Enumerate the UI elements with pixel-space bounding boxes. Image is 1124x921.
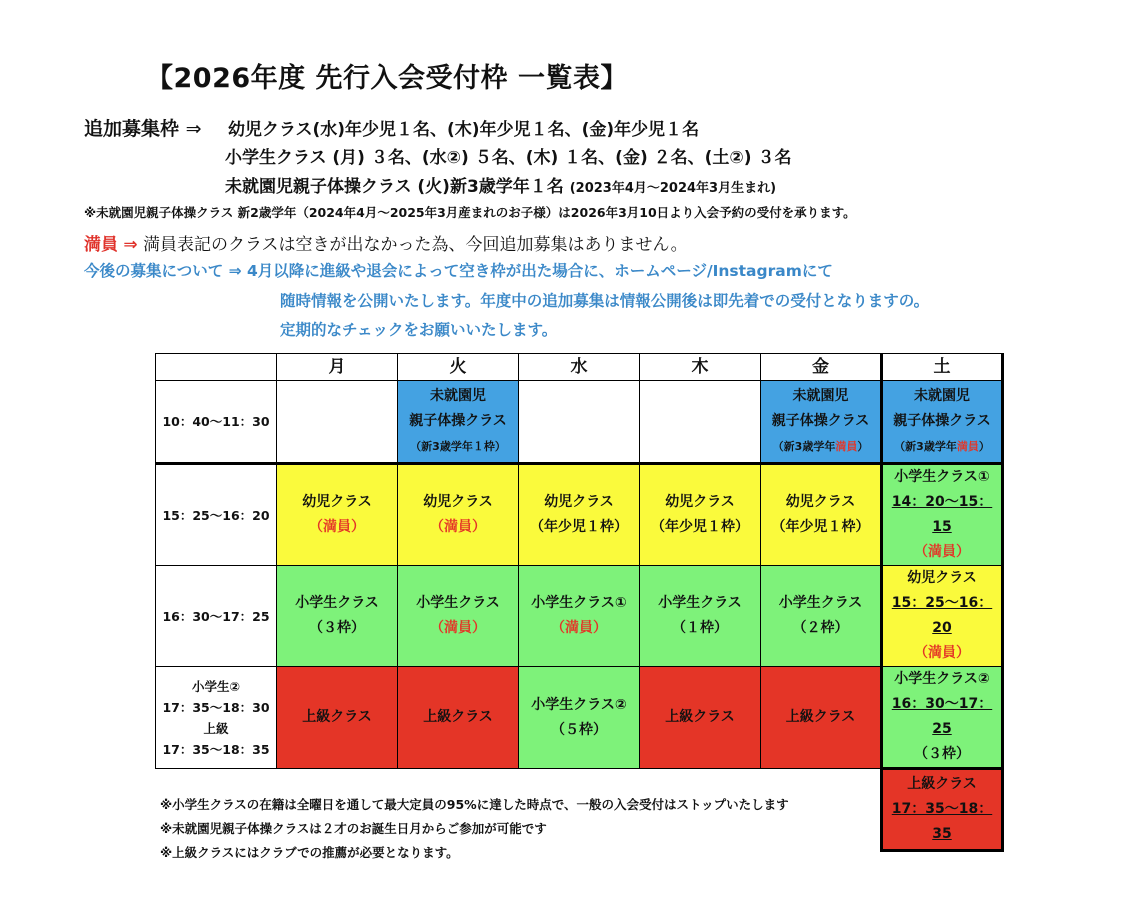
time-cell <box>156 667 277 769</box>
arrow-icon: ⇒ <box>185 118 202 140</box>
class-cell-yoji-fri <box>761 464 882 566</box>
class-name: 幼児クラス <box>907 570 977 586</box>
class-cell-shogaku2-sat <box>882 667 1003 769</box>
class-name: 小学生クラス② <box>894 671 990 687</box>
additional-line-3 <box>225 172 776 197</box>
future-text-2: 随時情報を公開いたします。年度中の追加募集は情報公開後は即先着での受付となりますの。 <box>280 292 930 310</box>
class-name: 幼児クラス <box>785 494 856 510</box>
day-header-mon: 月 <box>277 354 398 381</box>
time-cell: 15：25～16：20 <box>156 464 277 566</box>
full-label: 満員 <box>84 235 118 255</box>
class-cell-yoji-wed <box>519 464 640 566</box>
additional-label: 追加募集枠 <box>84 118 180 140</box>
day-header-sat: 土 <box>882 354 1003 381</box>
row-1630 <box>156 566 1003 667</box>
class-cell-shogaku1-wed <box>519 566 640 667</box>
row-1525 <box>156 464 1003 566</box>
full-mark: （満員） <box>309 519 365 535</box>
class-cell-yoji-tue <box>398 464 519 566</box>
class-cell-joukyu-fri <box>761 667 882 769</box>
class-cell-shogaku-fri <box>761 566 882 667</box>
class-cell-empty <box>519 381 640 464</box>
infant-notice: ※未就園児親子体操クラス 新2歳学年（2024年4月～2025年3月産まれのお子様）は2026年3月10日より入会予約の受付を承ります。 <box>84 205 856 220</box>
arrow-icon: ⇒ <box>123 235 138 255</box>
page-title: 【2026年度 先行入会受付枠 一覧表】 <box>146 63 628 94</box>
class-name: 小学生クラス <box>295 595 379 611</box>
class-name: 上級クラス <box>665 709 735 725</box>
full-text: 満員表記のクラスは空きが出なかった為、今回追加募集はありません。 <box>143 235 688 255</box>
time-cell: 16：30～17：25 <box>156 566 277 667</box>
header-row <box>156 354 1003 381</box>
full-mark: 満員 <box>835 440 858 453</box>
class-cell-yoji-mon <box>277 464 398 566</box>
additional-line-1: 幼児クラス(水)年少児１名、(木)年少児１名、(金)年少児１名 <box>228 120 700 140</box>
class-cell-shogaku-mon <box>277 566 398 667</box>
additional-heading <box>84 114 202 141</box>
class-name: 小学生クラス <box>416 595 500 611</box>
footer-note-1: ※小学生クラスの在籍は全曜日を通して最大定員の95%に達した時点で、一般の入会受付はストップいたします <box>160 797 789 812</box>
future-label: 今後の募集について ⇒ <box>84 262 242 280</box>
time-label: 17：35～18：30 <box>162 699 270 715</box>
class-cell-empty <box>277 381 398 464</box>
slot-note <box>883 434 1001 459</box>
class-cell-joukyu-mon <box>277 667 398 769</box>
class-name: 幼児クラス <box>665 494 735 510</box>
day-header-thu: 木 <box>640 354 761 381</box>
class-cell-joukyu-sat <box>882 769 1003 851</box>
slot-count: （１枠） <box>672 620 728 636</box>
time-label: 上級 <box>203 720 229 736</box>
class-name: 親子体操クラス <box>409 413 507 429</box>
full-notice <box>84 230 688 255</box>
slot-note-post: ） <box>857 440 869 453</box>
class-name: 小学生クラス <box>778 595 863 611</box>
class-name: 上級クラス <box>302 709 372 725</box>
full-mark: （満員） <box>914 544 970 560</box>
class-time: 15：25～16：20 <box>891 595 993 636</box>
class-cell-empty <box>640 381 761 464</box>
slot-note <box>761 434 880 459</box>
class-cell-joukyu-thu <box>640 667 761 769</box>
additional-line-3-main: 未就園児親子体操クラス (火)新3歳学年１名 <box>225 177 564 197</box>
slot-count: （３枠） <box>309 620 365 636</box>
slot-count: （年少児１枠） <box>651 519 749 535</box>
schedule-table <box>155 353 1004 852</box>
corner-cell <box>156 354 277 381</box>
row-1040 <box>156 381 1003 464</box>
class-name: 幼児クラス <box>302 494 372 510</box>
full-mark: （満員） <box>430 519 486 535</box>
class-name: 未就園児 <box>430 388 486 404</box>
additional-line-3-note: (2023年4月～2024年3月生まれ) <box>569 181 777 196</box>
class-name: 未就園児 <box>792 388 849 404</box>
slot-note-pre: （新3歳学年 <box>894 440 957 453</box>
class-name: 未就園児 <box>914 388 970 404</box>
class-cell-oyako-sat <box>882 381 1003 464</box>
class-cell-oyako-fri <box>761 381 882 464</box>
slot-note: （新3歳学年１枠） <box>410 440 506 453</box>
class-time: 16：30～17：25 <box>891 696 993 737</box>
time-label: 17：35～18：35 <box>162 741 270 757</box>
full-mark: （満員） <box>914 645 970 661</box>
class-cell-yoji-thu <box>640 464 761 566</box>
class-cell-shogaku1-sat <box>882 464 1003 566</box>
class-name: 小学生クラス② <box>531 696 627 713</box>
row-1735 <box>156 667 1003 769</box>
class-name: 上級クラス <box>907 776 977 792</box>
full-mark: （満員） <box>430 620 486 636</box>
class-name: 小学生クラス① <box>531 595 627 611</box>
slot-count: （５枠） <box>551 721 607 738</box>
slot-count: （３枠） <box>914 746 970 762</box>
day-header-fri: 金 <box>761 354 882 381</box>
class-name: 上級クラス <box>423 709 493 725</box>
future-text-1: 4月以降に進級や退会によって空き枠が出た場合に、ホームページ/Instagramにて <box>246 262 833 280</box>
class-cell-oyako-tue <box>398 381 519 464</box>
class-cell-shogaku-thu <box>640 566 761 667</box>
footer-note-2: ※未就園児親子体操クラスは２才のお誕生日月からご参加が可能です <box>160 821 547 836</box>
day-header-wed: 水 <box>519 354 640 381</box>
full-mark: （満員） <box>551 620 607 636</box>
class-name: 親子体操クラス <box>771 413 870 429</box>
full-mark: 満員 <box>956 440 979 453</box>
slot-count: （年少児１枠） <box>771 519 870 535</box>
class-cell-shogaku2-wed <box>519 667 640 769</box>
class-name: 幼児クラス <box>423 494 493 510</box>
class-name: 幼児クラス <box>544 494 614 510</box>
time-label: 小学生② <box>191 678 241 694</box>
day-header-tue: 火 <box>398 354 519 381</box>
slot-count: （年少児１枠） <box>530 519 628 535</box>
time-cell: 10：40～11：30 <box>156 381 277 464</box>
class-cell-shogaku-tue <box>398 566 519 667</box>
class-name: 親子体操クラス <box>893 413 991 429</box>
future-recruit-line-1 <box>84 259 833 281</box>
footer-note-3: ※上級クラスにはクラブでの推薦が必要となります。 <box>160 845 459 860</box>
class-cell-yoji-sat <box>882 566 1003 667</box>
class-time: 17：35～18：35 <box>891 801 993 842</box>
slot-count: （２枠） <box>792 620 849 636</box>
future-text-3: 定期的なチェックをお願いいたします。 <box>280 321 558 339</box>
slot-note-pre: （新3歳学年 <box>772 440 836 453</box>
class-name: 小学生クラス① <box>894 469 990 485</box>
class-cell-joukyu-tue <box>398 667 519 769</box>
slot-note-post: ） <box>978 440 990 453</box>
additional-line-2: 小学生クラス (月) ３名、(水②) ５名、(木) １名、(金) ２名、(土②) ３名 <box>225 148 792 168</box>
class-name: 上級クラス <box>785 709 856 725</box>
class-time: 14：20～15：15 <box>891 494 993 535</box>
class-name: 小学生クラス <box>658 595 742 611</box>
